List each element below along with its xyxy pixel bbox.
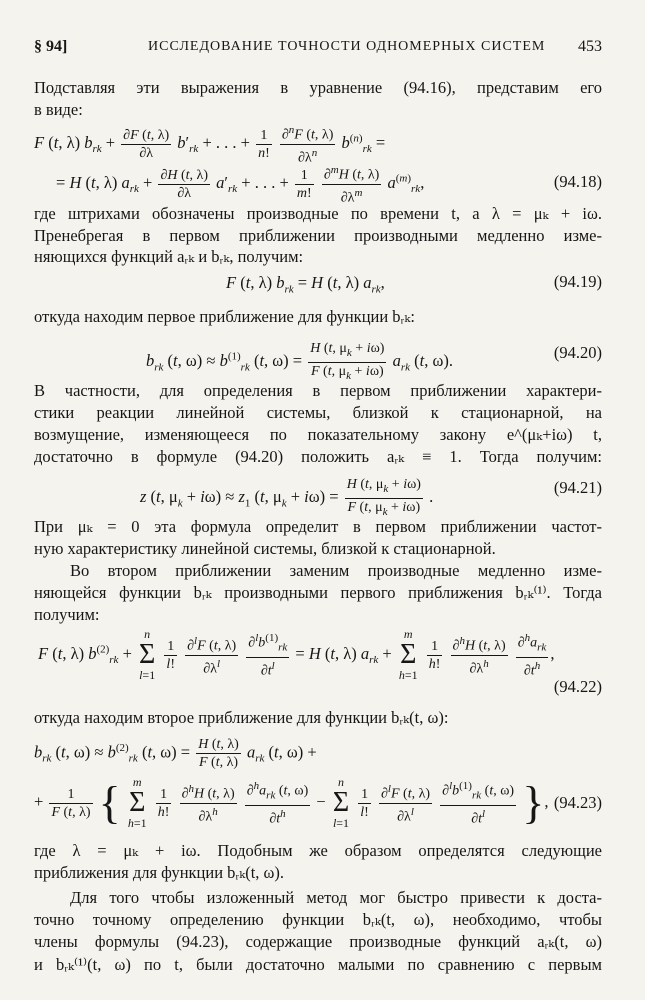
text-line: Подставляя эти выражения в уравнение (94.16), представим его [34, 78, 602, 97]
text-line: няющейся функции bᵣₖ производными первого приближения bᵣₖ⁽¹⁾. Тогда [34, 583, 602, 602]
equation-94-20: $b_{rk}$ (t, $\omega) \approx b^{(1)}_{rk}$ (t, ω) = $\frac{H (t, \mu_k + i\omega)}{F (t, \mu_k + i\omega)}$ $a_{rk}$ (t, ω). [146, 340, 453, 385]
text-line: получим: [34, 605, 100, 624]
equation-number: (94.22) [553, 677, 602, 696]
equation-number: (94.20) [553, 343, 602, 362]
equation-number: (94.18) [553, 172, 602, 191]
text-line: члены формулы (94.23), содержащие производные функций aᵣₖ(t, ω) [34, 932, 602, 951]
text-line: Для того чтобы изложенный метод мог быстро привести к доста- [70, 888, 602, 907]
equation-94-22: F (t, λ) $b^{(2)}_{rk} + n$ Σ l=1 $\frac{1}{l!}$ $\frac{\partial^lF (t, \lambda)}{\partial\lambda^l}$ $\frac{\partial^lb^{(1)}_{rk}}{\partial t^l}$ = H (t, λ) $a_{rk} + m$ Σ h=1 $\frac{1}{h!}$ $\frac{\partial^hH (t, \lambda)}{\partial\lambda^h}$ $\frac{\partial^ha_{rk}}{\partial t^h}$ , [38, 627, 555, 682]
text-line: Пренебрегая в первом приближении производными медленно изме- [34, 226, 602, 245]
text-line: откуда находим второе приближение для функции bᵣₖ(t, ω): [34, 708, 449, 727]
text-line: возмущение, изменяющееся по показательному закону e^(μₖ+iω) t, [34, 425, 602, 444]
equation-94-18-line1: F (t, λ) $b_{rk}$ + $\frac{\partial F (t, \lambda)}{\partial\lambda}$ $b'_{rk}$ + . . . + $\frac{1}{n!}$ $\frac{\partial^nF (t, \lambda)}{\partial\lambda^n}$ $b^{(n)}_{rk}$ = [34, 124, 386, 166]
equation-94-23-line1: $b_{rk}$ (t, $\omega) \approx b^{(2)}_{rk}$ (t, ω) = $\frac{H (t, \lambda)}{F (t, \lambda)}$ $a_{rk}$ (t, ω) + [34, 737, 317, 770]
running-header [34, 38, 602, 62]
equation-94-19: F (t, λ) $b_{rk} = H$ (t, λ) $a_{rk}$, [226, 273, 385, 296]
header-title: ИССЛЕДОВАНИЕ ТОЧНОСТИ ОДНОМЕРНЫХ СИСТЕМ [148, 39, 546, 54]
equation-94-18-line2: = H (t, λ) $a_{rk}$ + $\frac{\partial H (t, \lambda)}{\partial\lambda}$ $a'_{rk}$ + . . . + $\frac{1}{m!}$ $\frac{\partial^mH (t, \lambda)}{\partial\lambda^m}$ $a^{(m)}_{rk}$, [56, 164, 425, 206]
text-line: достаточно в формуле (94.20) положить aᵣₖ ≡ 1. Тогда получим: [34, 447, 602, 466]
text-line: и bᵣₖ⁽¹⁾(t, ω) по t, были достаточно малыми по сравнению с первым [34, 955, 602, 974]
equation-94-23-line2: + $\frac{1}{F (t, \lambda)}$ { m Σ h=1 $\frac{1}{h!}$ $\frac{\partial^hH (t, \lambda)}{\partial\lambda^h}$ $\frac{\partial^ha_{rk} (t, \omega)}{\partial t^h}$ − n Σ l=1 $\frac{1}{l!}$ $\frac{\partial^lF (t, \lambda)}{\partial\lambda^l}$ $\frac{\partial^lb^{(1)}_{rk} (t, \omega)}{\partial t^l}$ }, [34, 775, 549, 830]
text-line: где штрихами обозначены производные по времени t, а λ = μₖ + iω. [34, 204, 602, 223]
text-line: в виде: [34, 100, 83, 119]
text-line: При μₖ = 0 эта формула определит в первом приближении частот- [34, 517, 602, 536]
text-line: где λ = μₖ + iω. Подобным же образом определятся следующие [34, 841, 602, 860]
text-line: В частности, для определения в первом приближении характери- [34, 381, 602, 400]
page-number: 453 [578, 38, 602, 55]
text-line: стики реакции линейной системы, близкой к стационарной, на [34, 403, 602, 422]
text-line: откуда находим первое приближение для функции bᵣₖ: [34, 307, 415, 326]
text-line: приближения для функции bᵣₖ(t, ω). [34, 863, 285, 882]
text-line: Во втором приближении заменим производные медленно изме- [70, 561, 602, 580]
equation-number: (94.23) [553, 793, 602, 812]
text-line: точно точному определению функции bᵣₖ(t, ω), необходимо, чтобы [34, 910, 602, 929]
section-number: § 94] [34, 38, 68, 55]
equation-number: (94.21) [553, 478, 602, 497]
text-line: няющихся функций aᵣₖ и bᵣₖ, получим: [34, 247, 304, 266]
equation-94-21: z (t, $\mu_k + i\omega) \approx z_1$ (t, $\mu_k + i\omega$) = $\frac{H (t, \mu_k + i\omega)}{F (t, \mu_k + i\omega)}$ . [140, 476, 433, 521]
text-line: ную характеристику линейной системы, близкой к стационарной. [34, 539, 496, 558]
equation-number: (94.19) [553, 272, 602, 291]
